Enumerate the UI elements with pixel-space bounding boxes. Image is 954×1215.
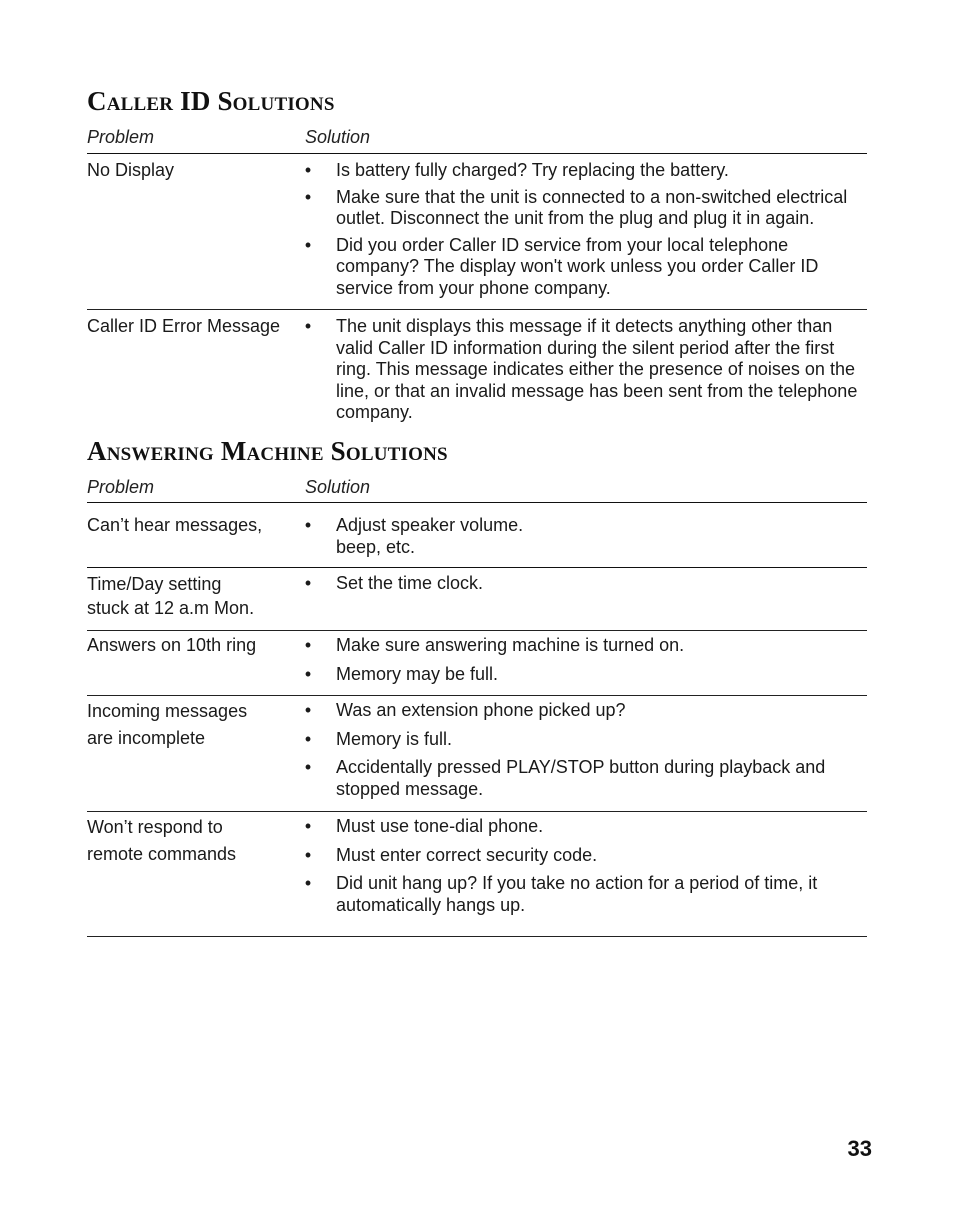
problem-text: Answers on 10th ring [87,635,257,655]
solution-item [301,187,867,230]
solution-text: Did you order Caller ID service from your local telephone company? The display won't work unless you order Caller ID service from your phone company. [336,234,819,298]
solution-cell [301,816,867,923]
problem-cell [87,635,292,657]
bullet-icon: • [304,757,312,777]
table-bottom-rule [87,936,867,937]
problem-text: Won’t respond to [87,817,223,837]
solution-text: Adjust speaker volume. beep, etc. [336,515,524,557]
answering-solution-header: Solution [305,477,371,497]
problem-cell [87,515,292,537]
solution-item [301,700,867,722]
solution-text: Accidentally pressed PLAY/STOP button during playback and stopped message. [336,757,826,799]
solution-text: Make sure answering machine is turned on. [336,635,685,655]
solution-item [301,573,867,595]
bullet-icon: • [304,186,312,207]
solution-text: Set the time clock. [336,573,484,593]
solution-item [301,664,867,686]
page-number: 33 [847,1136,872,1161]
problem-text: remote commands [87,844,237,864]
problem-text: Time/Day setting [87,574,222,594]
problem-cell [87,316,292,338]
bullet-icon: • [304,663,312,684]
bullet-icon: • [304,873,312,893]
problem-cell [87,573,292,621]
solution-item [301,235,867,300]
solution-text: Memory may be full. [336,663,499,684]
problem-cell [87,816,292,867]
solution-text: Must enter correct security code. [336,844,598,865]
solution-item [301,845,867,867]
solution-item [301,873,867,916]
solution-text: Is battery fully charged? Try replacing the battery. [336,160,729,180]
row-divider [87,630,867,631]
problem-text: stuck at 12 a.m Mon. [87,598,255,618]
problem-text: are incomplete [87,728,206,748]
problem-cell [87,700,292,751]
answering-section-title: Answering Machine Solutions [87,436,448,466]
caller-id-header-rule [87,153,867,154]
bullet-icon: • [304,160,312,180]
solution-text: The unit displays this message if it detects anything other than valid Caller ID information during the silent period after the first ring. This message indicates either the presence of noises on the line, or that an invalid message has been sent from the telephone company. [336,316,858,422]
solution-item [301,160,867,182]
bullet-icon: • [304,728,312,749]
caller-id-solution-header: Solution [305,127,371,147]
solution-item [301,729,867,751]
bullet-icon: • [304,635,312,655]
solution-text: Make sure that the unit is connected to a non-switched electrical outlet. Disconnect the unit from the plug and plug it in again. [336,186,848,228]
solution-item [301,515,867,558]
solution-text: Must use tone-dial phone. [336,816,544,836]
bullet-icon: • [304,816,312,836]
problem-text: No Display [87,160,175,180]
row-divider [87,811,867,812]
solution-item [301,816,867,838]
answering-problem-header: Problem [87,477,155,497]
solution-cell [301,700,867,807]
problem-text: Incoming messages [87,701,248,721]
bullet-icon: • [304,573,312,593]
caller-id-section-title: Caller ID Solutions [87,86,335,116]
solution-cell [301,316,867,429]
row-divider [87,695,867,696]
caller-id-problem-header: Problem [87,127,155,147]
caller-id-column-headers [87,127,867,151]
bullet-icon: • [304,316,312,336]
solution-text: Memory is full. [336,728,453,749]
solution-cell [301,573,867,600]
problem-cell [87,160,292,182]
solution-cell [301,160,867,304]
solution-cell [301,515,867,563]
solution-item [301,635,867,657]
solution-text: Did unit hang up? If you take no action for a period of time, it automatically hangs up. [336,873,818,915]
problem-text: Caller ID Error Message [87,316,281,336]
solution-item [301,757,867,800]
bullet-icon: • [304,700,312,720]
problem-text: Can’t hear messages, [87,515,263,535]
solution-cell [301,635,867,692]
answering-header-rule [87,502,867,503]
answering-column-headers [87,477,867,501]
bullet-icon: • [304,844,312,865]
solution-text: Was an extension phone picked up? [336,700,626,720]
solution-item [301,316,867,424]
bullet-icon: • [304,515,312,535]
bullet-icon: • [304,234,312,255]
row-divider [87,567,867,568]
row-divider [87,309,867,310]
